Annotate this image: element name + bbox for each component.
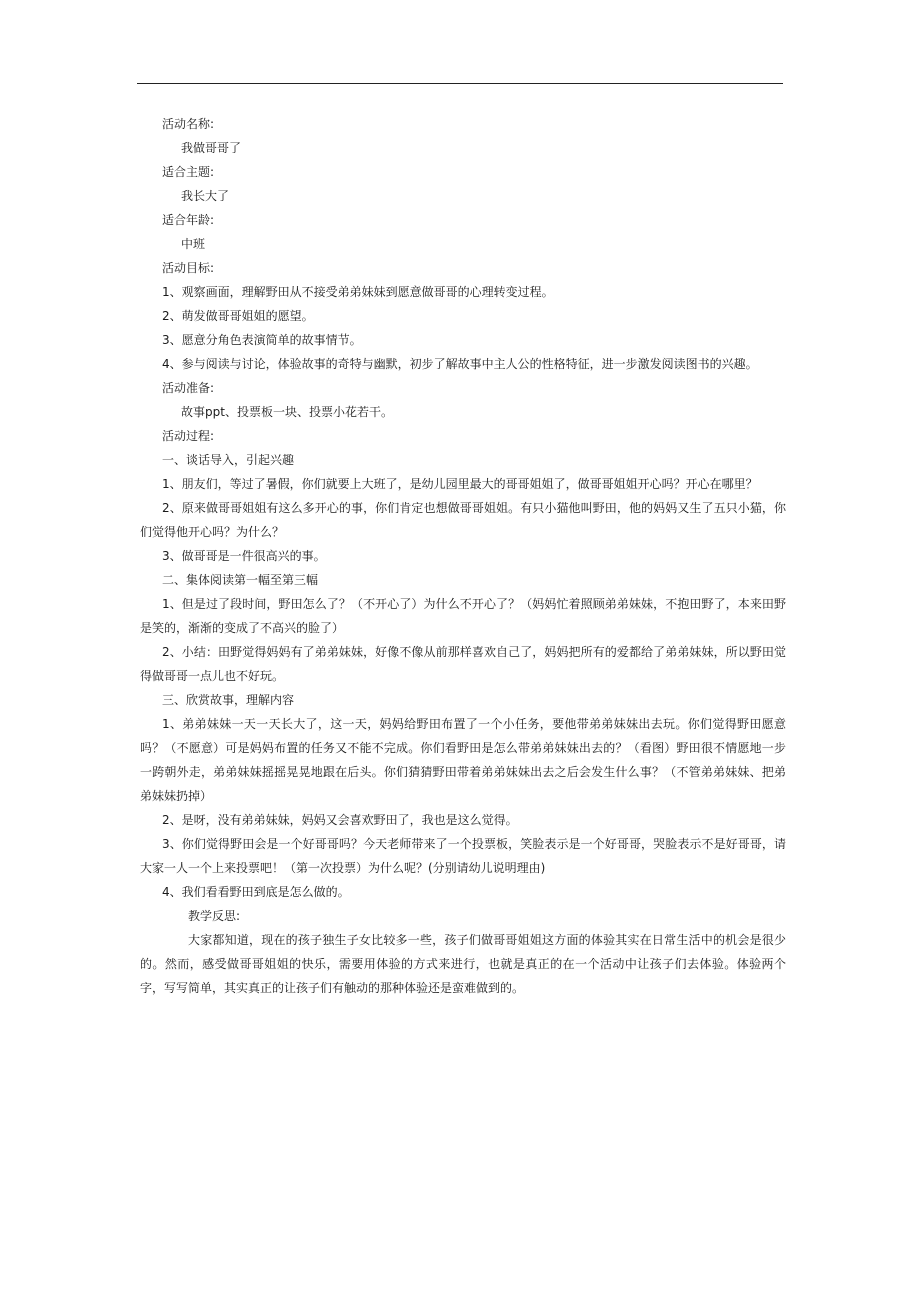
process-item: 3、你们觉得野田会是一个好哥哥吗？今天老师带来了一个投票板，笑脸表示是一个好哥哥，哭脸表示不是好哥哥，请大家一人一个上来投票吧！（第一次投票）为什么呢？(分别请幼儿说明理由) <box>140 837 786 875</box>
process-item: 2、小结：田野觉得妈妈有了弟弟妹妹，好像不像从前那样喜欢自己了，妈妈把所有的爱都给了弟弟妹妹，所以野田觉得做哥哥一点儿也不好玩。 <box>140 645 786 683</box>
goal-item: 2、萌发做哥哥姐姐的愿望。 <box>162 309 314 323</box>
reflection-text: 大家都知道，现在的孩子独生子女比较多一些，孩子们做哥哥姐姐这方面的体验其实在日常生活中的机会是很少的。然而，感受做哥哥姐姐的快乐，需要用体验的方式来进行，也就是真正的在一个活动中让孩子们去体验。体验两个字，写写简单，其实真正的让孩子们有触动的那种体验还是蛮难做到的。 <box>140 933 786 995</box>
process-item: 1、朋友们，等过了暑假，你们就要上大班了，是幼儿园里最大的哥哥姐姐了，做哥哥姐姐开心吗？开心在哪里？ <box>162 477 758 491</box>
goal-item: 4、参与阅读与讨论，体验故事的奇特与幽默，初步了解故事中主人公的性格特征，进一步激发阅读图书的兴趣。 <box>162 357 758 371</box>
goals-label: 活动目标: <box>162 261 215 275</box>
process-item: 4、我们看看野田到底是怎么做的。 <box>162 885 350 899</box>
goal-item: 1、观察画面，理解野田从不接受弟弟妹妹到愿意做哥哥的心理转变过程。 <box>162 285 554 299</box>
process-label: 活动过程: <box>162 429 215 443</box>
activity-name-label: 活动名称: <box>162 117 215 131</box>
goal-item: 3、愿意分角色表演简单的故事情节。 <box>162 333 362 347</box>
prep-label: 活动准备: <box>162 381 215 395</box>
activity-name-value: 我做哥哥了 <box>181 141 242 155</box>
process-item: 3、做哥哥是一件很高兴的事。 <box>162 549 326 563</box>
theme-label: 适合主题: <box>162 165 215 179</box>
section-title: 二、集体阅读第一幅至第三幅 <box>162 573 319 587</box>
section-title: 一、谈话导入，引起兴趣 <box>162 453 295 467</box>
section-title: 三、欣赏故事，理解内容 <box>162 693 295 707</box>
age-value: 中班 <box>181 237 206 251</box>
process-item: 2、原来做哥哥姐姐有这么多开心的事，你们肯定也想做哥哥姐姐。有只小猫他叫野田，他的妈妈又生了五只小猫，你们觉得他开心吗？为什么？ <box>140 501 786 539</box>
theme-value: 我长大了 <box>181 189 230 203</box>
process-item: 1、弟弟妹妹一天一天长大了，这一天，妈妈给野田布置了一个小任务，要他带弟弟妹妹出去玩。你们觉得野田愿意吗？（不愿意）可是妈妈布置的任务又不能不完成。你们看野田是怎么带弟弟妹妹出去的？（看图）野田很不情愿地一步一跨朝外走，弟弟妹妹摇摇晃晃地跟在后头。你们猜猜野田带着弟弟妹妹出去之后会发生什么事？（不管弟弟妹妹、把弟弟妹妹扔掉） <box>140 717 786 803</box>
process-item: 1、但是过了段时间，野田怎么了？（不开心了）为什么不开心了？（妈妈忙着照顾弟弟妹妹，不抱田野了，本来田野是笑的，渐渐的变成了不高兴的脸了） <box>140 597 786 635</box>
header-rule <box>137 83 783 84</box>
process-item: 2、是呀，没有弟弟妹妹，妈妈又会喜欢野田了，我也是这么觉得。 <box>162 813 518 827</box>
reflection-label: 教学反思: <box>188 909 241 923</box>
prep-value: 故事ppt、投票板一块、投票小花若干。 <box>181 405 393 419</box>
age-label: 适合年龄: <box>162 213 215 227</box>
